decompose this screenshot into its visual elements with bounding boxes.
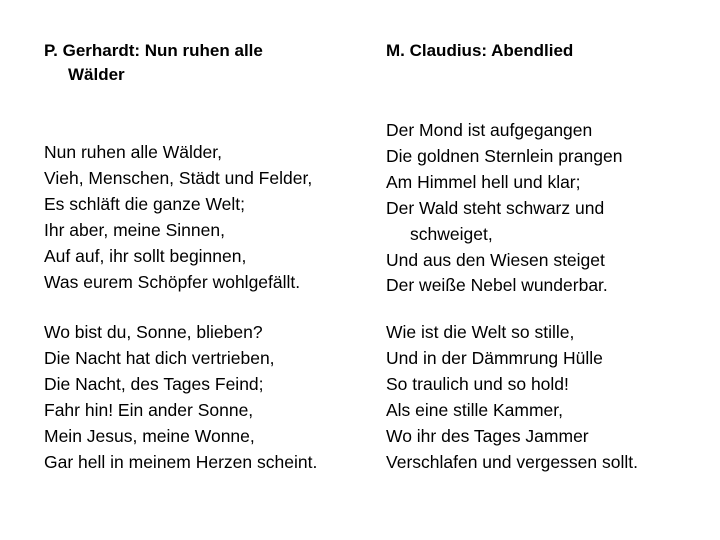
verse-line: Es schläft die ganze Welt;	[44, 193, 246, 214]
gerhardt-stanza-2	[44, 320, 317, 475]
verse-line: Die goldnen Sternlein prangen	[386, 145, 623, 166]
verse-line: Nun ruhen alle Wälder,	[44, 142, 223, 162]
verse-line: Wie ist die Welt so stille,	[386, 322, 575, 342]
verse-line-continuation: schweiget,	[410, 223, 493, 244]
verse-line: Mein Jesus, meine Wonne,	[44, 425, 255, 446]
claudius-stanza-2	[386, 320, 638, 475]
verse-line: Als eine stille Kammer,	[386, 399, 564, 420]
gerhardt-title-line-1: P. Gerhardt: Nun ruhen alle	[44, 41, 263, 60]
gerhardt-title-line-2: Wälder	[68, 65, 125, 84]
gerhardt-poem-title	[44, 39, 263, 87]
gerhardt-stanza-1	[44, 140, 312, 295]
verse-line: So traulich und so hold!	[386, 373, 569, 394]
verse-line: Der weiße Nebel wunderbar.	[386, 275, 608, 296]
verse-line: Ihr aber, meine Sinnen,	[44, 219, 225, 240]
verse-line: Und aus den Wiesen steiget	[386, 249, 605, 270]
verse-line: Die Nacht hat dich vertrieben,	[44, 347, 275, 368]
verse-line: Am Himmel hell und klar;	[386, 171, 581, 192]
claudius-poem-title	[386, 39, 573, 63]
claudius-stanza-1	[386, 118, 622, 299]
verse-line: Verschlafen und vergessen sollt.	[386, 451, 638, 472]
verse-line: Wo bist du, Sonne, blieben?	[44, 322, 263, 342]
verse-line: Der Wald steht schwarz und	[386, 197, 605, 218]
verse-line: Fahr hin! Ein ander Sonne,	[44, 399, 254, 420]
verse-line: Die Nacht, des Tages Feind;	[44, 373, 264, 394]
verse-line: Der Mond ist aufgegangen	[386, 120, 593, 140]
verse-line: Vieh, Menschen, Städt und Felder,	[44, 167, 313, 188]
verse-line: Und in der Dämmrung Hülle	[386, 347, 603, 368]
verse-line: Wo ihr des Tages Jammer	[386, 425, 589, 446]
verse-line: Gar hell in meinem Herzen scheint.	[44, 451, 318, 472]
verse-line: Auf auf, ihr sollt beginnen,	[44, 245, 247, 266]
claudius-title-line-1: M. Claudius: Abendlied	[386, 41, 574, 60]
verse-line: Was eurem Schöpfer wohlgefällt.	[44, 271, 301, 292]
